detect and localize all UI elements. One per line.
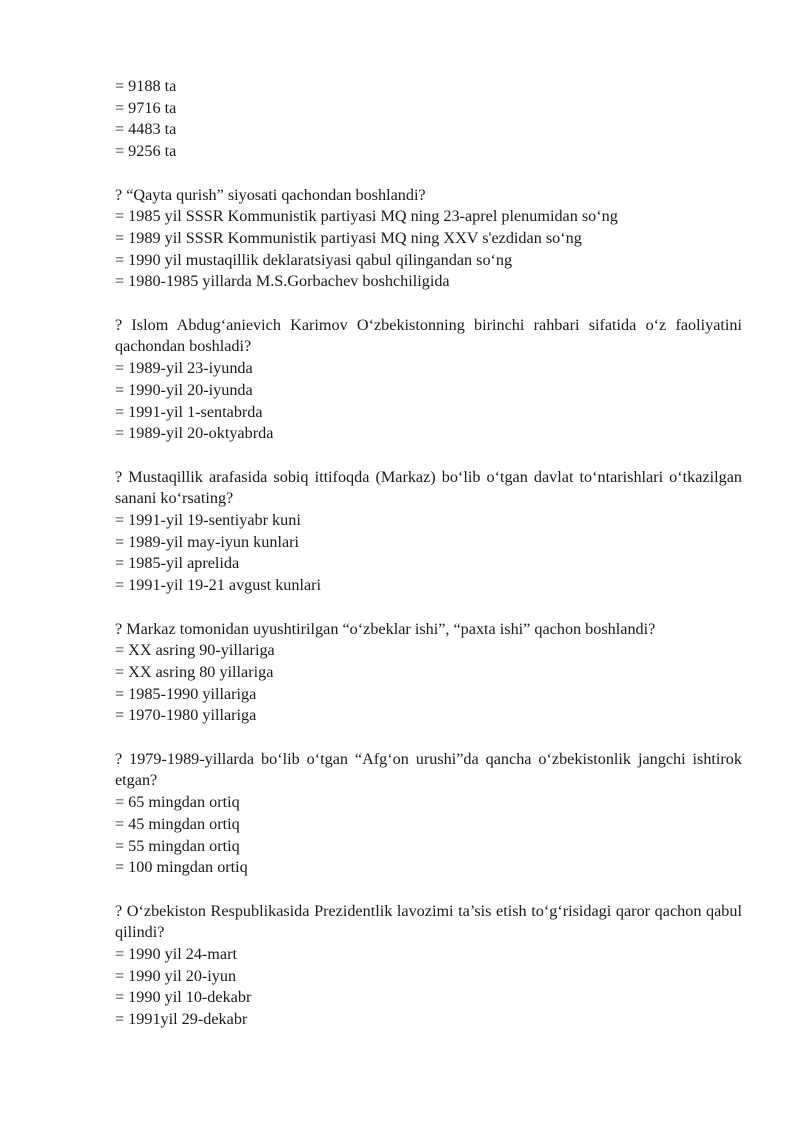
answer-option: = 1991-yil 1-sentabrda	[115, 402, 263, 421]
answer-option: = 1990 yil 24-mart	[115, 945, 237, 964]
answer-option: = 4483 ta	[115, 120, 177, 139]
spacer	[115, 879, 742, 901]
spacer	[115, 163, 742, 185]
answer-option: = 55 mingdan ortiq	[115, 836, 240, 855]
question-text: ? Markaz tomonidan uyushtirilgan “o‘zbeklar ishi”, “paxta ishi” qachon boshlandi?	[115, 619, 656, 638]
answer-option: = 1990-yil 20-iyunda	[115, 380, 253, 399]
answer-option: = XX asring 90-yillariga	[115, 641, 275, 660]
spacer	[115, 727, 742, 749]
question-text: ? Islom Abdug‘anievich Karimov O‘zbekistonning birinchi rahbari sifatida o‘z faoliyatini qachondan boshladi?	[115, 315, 742, 356]
answer-option: = 1985-yil aprelida	[115, 554, 240, 573]
answer-option: = XX asring 80 yillariga	[115, 662, 274, 681]
answer-option: = 9188 ta	[115, 77, 177, 95]
answer-option: = 65 mingdan ortiq	[115, 793, 240, 812]
answer-option: = 1991-yil 19-21 avgust kunlari	[115, 576, 322, 595]
answer-option: = 45 mingdan ortiq	[115, 814, 240, 833]
question-block	[115, 315, 742, 445]
answer-option: = 9716 ta	[115, 98, 177, 117]
answer-option: = 9256 ta	[115, 142, 177, 161]
answer-option: = 1991-yil 19-sentiyabr kuni	[115, 511, 301, 530]
document-body	[115, 76, 742, 1031]
answer-list-top	[115, 76, 742, 163]
answer-option: = 1980-1985 yillarda M.S.Gorbachev boshchiligida	[115, 272, 450, 291]
question-block	[115, 901, 742, 1031]
answer-option: = 1985 yil SSSR Kommunistik partiyasi MQ ning 23-aprel plenumidan so‘ng	[115, 207, 618, 226]
answer-option: = 1990 yil mustaqillik deklaratsiyasi qabul qilingandan so‘ng	[115, 250, 513, 269]
answer-option: = 1989-yil may-iyun kunlari	[115, 532, 300, 551]
answer-option: = 1990 yil 20-iyun	[115, 966, 237, 985]
spacer	[115, 293, 742, 315]
question-block	[115, 749, 742, 879]
answer-option: = 1970-1980 yillariga	[115, 706, 257, 725]
question-block	[115, 467, 742, 597]
answer-option: = 1989 yil SSSR Kommunistik partiyasi MQ ning XXV s'ezdidan so‘ng	[115, 228, 582, 247]
question-text: ? O‘zbekiston Respublikasida Prezidentlik lavozimi ta’sis etish to‘g‘risidagi qaror qachon qabul qilindi?	[115, 901, 742, 942]
question-text: ? 1979-1989-yillarda bo‘lib o‘tgan “Afg‘on urushi”da qancha o‘zbekistonlik jangchi ishtirok etgan?	[115, 749, 742, 790]
question-block	[115, 619, 742, 728]
answer-option: = 1985-1990 yillariga	[115, 684, 257, 703]
answer-option: = 1989-yil 23-iyunda	[115, 359, 253, 378]
question-text: ? Mustaqillik arafasida sobiq ittifoqda (Markaz) bo‘lib o‘tgan davlat to‘ntarishlari o‘tkazilgan sanani ko‘rsating?	[115, 467, 742, 508]
answer-option: = 1991yil 29-dekabr	[115, 1010, 248, 1029]
question-block	[115, 185, 742, 294]
answer-option: = 1989-yil 20-oktyabrda	[115, 424, 274, 443]
spacer	[115, 445, 742, 467]
question-text: ? “Qayta qurish” siyosati qachondan boshlandi?	[115, 185, 426, 204]
answer-option: = 1990 yil 10-dekabr	[115, 988, 252, 1007]
answer-option: = 100 mingdan ortiq	[115, 858, 248, 877]
spacer	[115, 597, 742, 619]
